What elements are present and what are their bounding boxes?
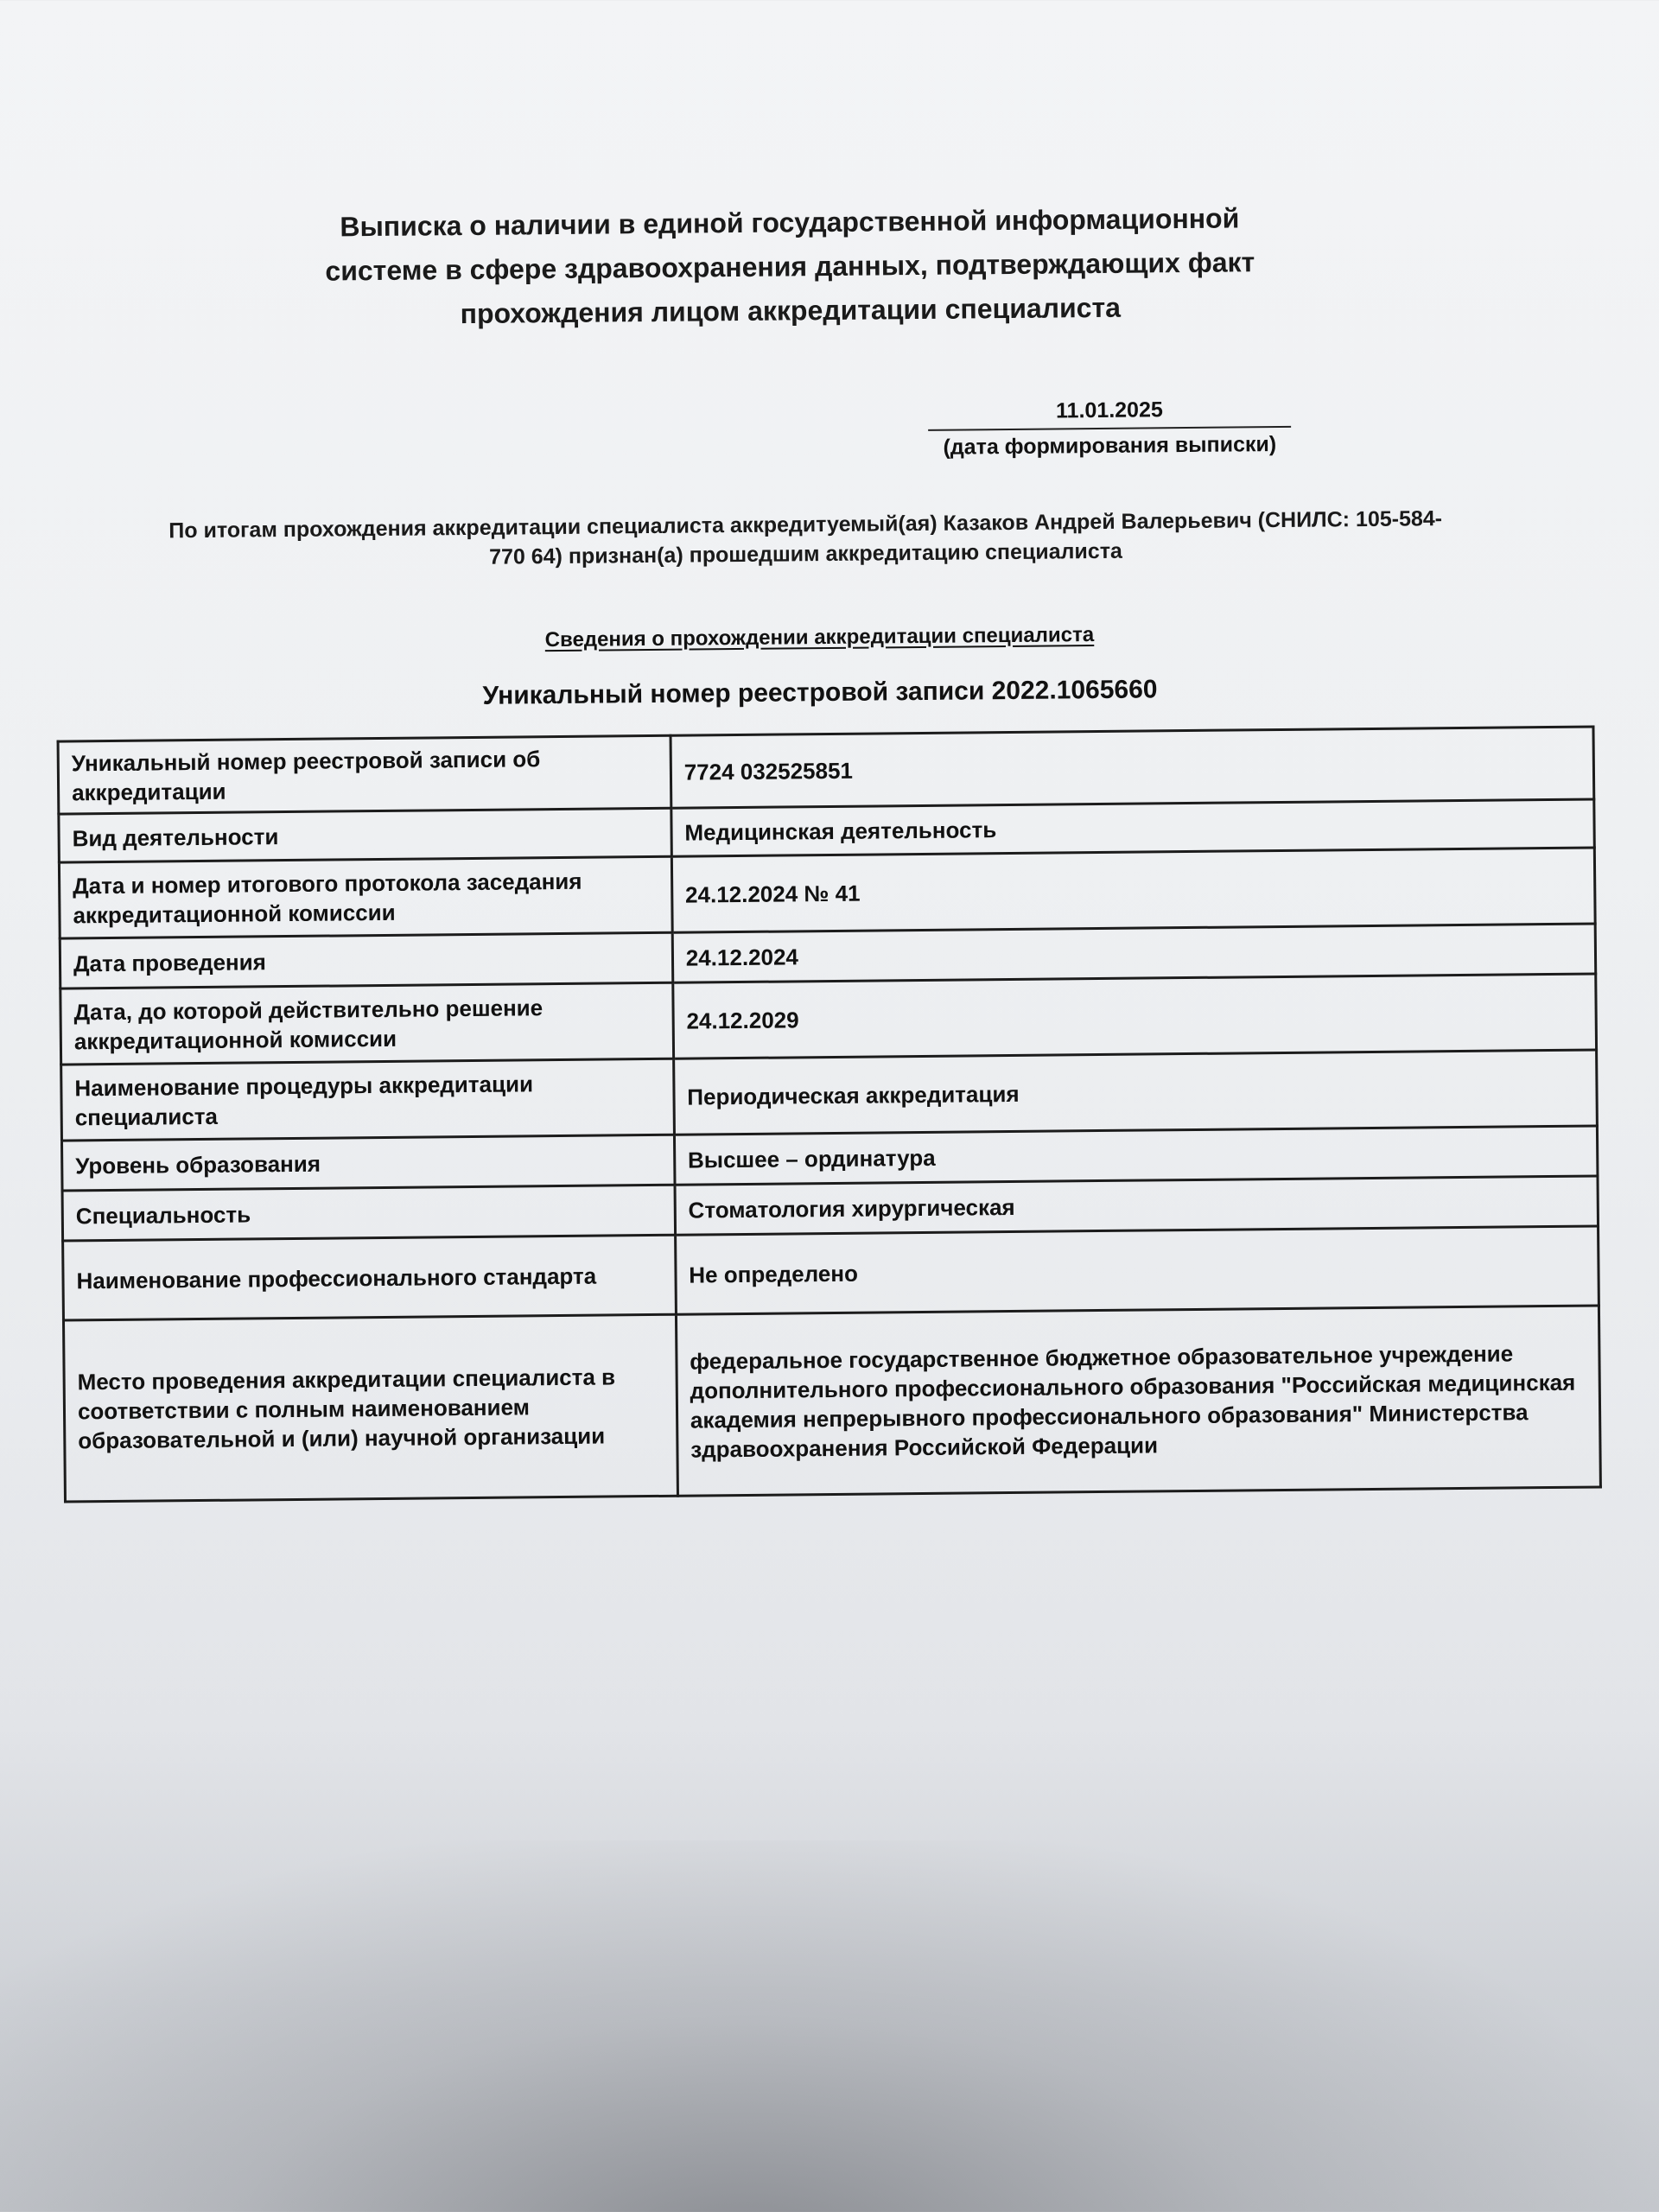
row-value: 24.12.2029 bbox=[673, 974, 1597, 1058]
record-number-heading: Уникальный номер реестровой записи 2022.1065660 bbox=[482, 675, 1158, 710]
row-value: 24.12.2024 bbox=[672, 924, 1596, 982]
row-value: 7724 032525851 bbox=[671, 727, 1594, 808]
row-label: Место проведения аккредитации специалиста в соответствии с полным наименованием образовательной и (или) научной организации bbox=[63, 1314, 677, 1502]
row-value: 24.12.2024 № 41 bbox=[671, 848, 1595, 932]
intro-paragraph bbox=[92, 503, 1519, 575]
issue-date-value: 11.01.2025 bbox=[928, 395, 1291, 431]
document-title bbox=[254, 195, 1326, 338]
table-row bbox=[60, 974, 1597, 1065]
table-row bbox=[63, 1226, 1599, 1320]
accreditation-table bbox=[57, 725, 1602, 1503]
document-title-line: Выписка о наличии в единой государственной информационной bbox=[340, 202, 1240, 243]
row-value: Периодическая аккредитация bbox=[673, 1050, 1597, 1135]
table-row bbox=[61, 1050, 1598, 1141]
section-heading bbox=[344, 620, 1294, 657]
row-label: Дата, до которой действительно решение аккредитационной комиссии bbox=[60, 982, 674, 1065]
row-value: Медицинская деятельность bbox=[671, 799, 1595, 856]
row-label: Наименование профессионального стандарта bbox=[63, 1235, 677, 1320]
row-value: Высшее – ординатура bbox=[674, 1126, 1598, 1185]
row-value: Стоматология хирургическая bbox=[675, 1176, 1599, 1235]
intro-line: По итогам прохождения аккредитации специалиста аккредитуемый(ая) Казаков Андрей Валерьевич (СНИЛС: 105-584- bbox=[168, 506, 1443, 543]
row-label: Дата проведения bbox=[60, 932, 672, 988]
intro-line: 770 64) признан(а) прошедшим аккредитацию специалиста bbox=[489, 538, 1123, 569]
document-title-line: системе в сфере здравоохранения данных, подтверждающих факт bbox=[325, 246, 1255, 287]
row-value: Не определено bbox=[675, 1226, 1599, 1314]
table-row bbox=[59, 848, 1595, 938]
document-title-line: прохождения лицом аккредитации специалиста bbox=[460, 291, 1122, 330]
row-label: Вид деятельности bbox=[59, 808, 671, 862]
row-label: Уровень образования bbox=[61, 1135, 674, 1191]
section-heading-text: Сведения о прохождении аккредитации специалиста bbox=[544, 623, 1095, 652]
row-label: Дата и номер итогового протокола заседания аккредитационной комиссии bbox=[59, 856, 672, 938]
issue-date-caption: (дата формирования выписки) bbox=[943, 432, 1277, 460]
row-label: Уникальный номер реестровой записи об аккредитации bbox=[58, 735, 671, 814]
row-label: Наименование процедуры аккредитации специалиста bbox=[61, 1058, 675, 1141]
issue-date-block bbox=[928, 395, 1292, 462]
row-label: Специальность bbox=[62, 1185, 675, 1241]
table-row bbox=[63, 1306, 1600, 1502]
row-value: федеральное государственное бюджетное образовательное учреждение дополнительного профессионального образования "Российская медицинская академия непрерывного профессионального образования" Министерства здравоохранения Российской Федерации bbox=[676, 1306, 1600, 1496]
